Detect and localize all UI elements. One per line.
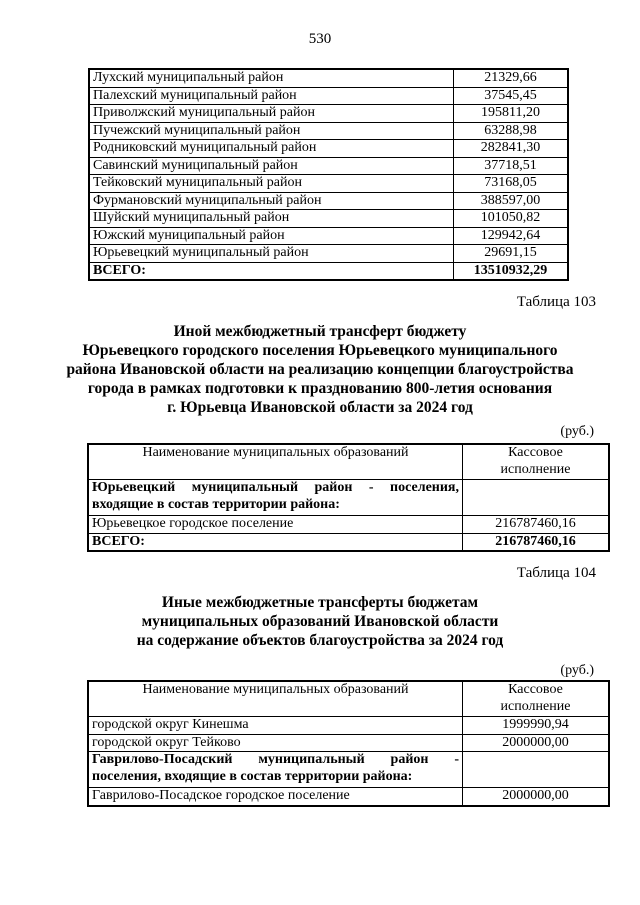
total-label-cell: ВСЕГО: xyxy=(89,262,454,280)
row-name-cell: городской округ Кинешма xyxy=(88,717,463,735)
title-line: района Ивановской области на реализацию концепции благоустройства xyxy=(66,361,574,378)
row-name-cell: Приволжский муниципальный район xyxy=(89,105,454,123)
header-line: Кассовое xyxy=(508,445,563,460)
table-row xyxy=(89,105,568,123)
row-value-cell: 37545,45 xyxy=(454,87,569,105)
row-name-cell: городской округ Тейково xyxy=(88,734,463,752)
row-name-cell: Южский муниципальный район xyxy=(89,227,454,245)
table-row xyxy=(88,734,609,752)
table-104-label: Таблица 104 xyxy=(516,565,596,581)
title-line: Юрьевецкого городского поселения Юрьевецкого муниципального xyxy=(82,342,558,359)
row-value-cell: 101050,82 xyxy=(454,210,569,228)
column-header-name: Наименование муниципальных образований xyxy=(88,681,463,717)
row-value-cell: 73168,05 xyxy=(454,175,569,193)
table-row xyxy=(89,157,568,175)
row-name-cell: Юрьевецкое городское поселение xyxy=(88,516,463,534)
table-row xyxy=(89,87,568,105)
column-header-value xyxy=(463,681,610,717)
row-value-cell: 2000000,00 xyxy=(463,788,610,806)
group-line: Юрьевецкий муниципальный район - поселения, xyxy=(92,480,459,495)
table-row xyxy=(89,69,568,87)
title-line: города в рамках подготовки к празднованию 800-летия основания xyxy=(87,380,553,397)
table-row xyxy=(89,140,568,158)
row-value-cell: 1999990,94 xyxy=(463,717,610,735)
title-line: г. Юрьевца Ивановской области за 2024 год xyxy=(167,399,473,416)
empty-cell xyxy=(463,480,610,516)
row-name-cell: Лухский муниципальный район xyxy=(89,69,454,87)
group-line: входящие в состав территории района: xyxy=(92,496,340,512)
currency-unit-note: (руб.) xyxy=(560,663,594,678)
row-name-cell: Палехский муниципальный район xyxy=(89,87,454,105)
row-name-cell: Савинский муниципальный район xyxy=(89,157,454,175)
table-header-row xyxy=(88,444,609,480)
table-row xyxy=(89,122,568,140)
row-value-cell: 195811,20 xyxy=(454,105,569,123)
table-row xyxy=(89,175,568,193)
row-name-cell: Фурмановский муниципальный район xyxy=(89,192,454,210)
row-value-cell: 2000000,00 xyxy=(463,734,610,752)
table-103 xyxy=(87,443,610,552)
group-heading-row xyxy=(88,752,609,788)
page-number: 530 xyxy=(308,31,332,47)
table-row xyxy=(88,788,609,806)
table-104 xyxy=(87,680,610,807)
total-value-cell: 13510932,29 xyxy=(454,262,569,280)
row-value-cell: 388597,00 xyxy=(454,192,569,210)
section-104-title xyxy=(0,593,640,650)
table-total-row xyxy=(88,533,609,551)
row-value-cell: 129942,64 xyxy=(454,227,569,245)
column-header-value xyxy=(463,444,610,480)
row-name-cell: Пучежский муниципальный район xyxy=(89,122,454,140)
title-line: на содержание объектов благоустройства за 2024 год xyxy=(136,632,504,649)
row-value-cell: 21329,66 xyxy=(454,69,569,87)
group-line: поселения, входящие в состав территории района: xyxy=(92,768,413,784)
currency-unit-note: (руб.) xyxy=(560,424,594,439)
row-value-cell: 282841,30 xyxy=(454,140,569,158)
table-103-label: Таблица 103 xyxy=(516,294,596,310)
title-line: Иные межбюджетные трансферты бюджетам xyxy=(161,594,479,611)
header-line: исполнение xyxy=(500,461,571,477)
row-value-cell: 29691,15 xyxy=(454,245,569,263)
row-name-cell: Тейковский муниципальный район xyxy=(89,175,454,193)
total-label-cell: ВСЕГО: xyxy=(88,533,463,551)
title-line: Иной межбюджетный трансферт бюджету xyxy=(173,323,467,340)
table-row xyxy=(88,717,609,735)
group-heading-cell xyxy=(88,752,463,788)
table-row xyxy=(88,516,609,534)
table-row xyxy=(89,245,568,263)
total-value-cell: 216787460,16 xyxy=(463,533,610,551)
table-row xyxy=(89,210,568,228)
row-name-cell: Родниковский муниципальный район xyxy=(89,140,454,158)
group-heading-cell xyxy=(88,480,463,516)
title-line: муниципальных образований Ивановской области xyxy=(141,613,499,630)
group-heading-row xyxy=(88,480,609,516)
empty-cell xyxy=(463,752,610,788)
transfers-table-continuation xyxy=(88,68,569,281)
row-name-cell: Юрьевецкий муниципальный район xyxy=(89,245,454,263)
table-row xyxy=(89,227,568,245)
table-row xyxy=(89,192,568,210)
row-value-cell: 63288,98 xyxy=(454,122,569,140)
table-header-row xyxy=(88,681,609,717)
table-total-row xyxy=(89,262,568,280)
row-value-cell: 216787460,16 xyxy=(463,516,610,534)
row-value-cell: 37718,51 xyxy=(454,157,569,175)
header-line: Кассовое xyxy=(508,682,563,697)
section-103-title xyxy=(0,322,640,417)
row-name-cell: Шуйский муниципальный район xyxy=(89,210,454,228)
column-header-name: Наименование муниципальных образований xyxy=(88,444,463,480)
group-line: Гаврилово-Посадский муниципальный район - xyxy=(92,752,459,767)
header-line: исполнение xyxy=(500,698,571,714)
row-name-cell: Гаврилово-Посадское городское поселение xyxy=(88,788,463,806)
